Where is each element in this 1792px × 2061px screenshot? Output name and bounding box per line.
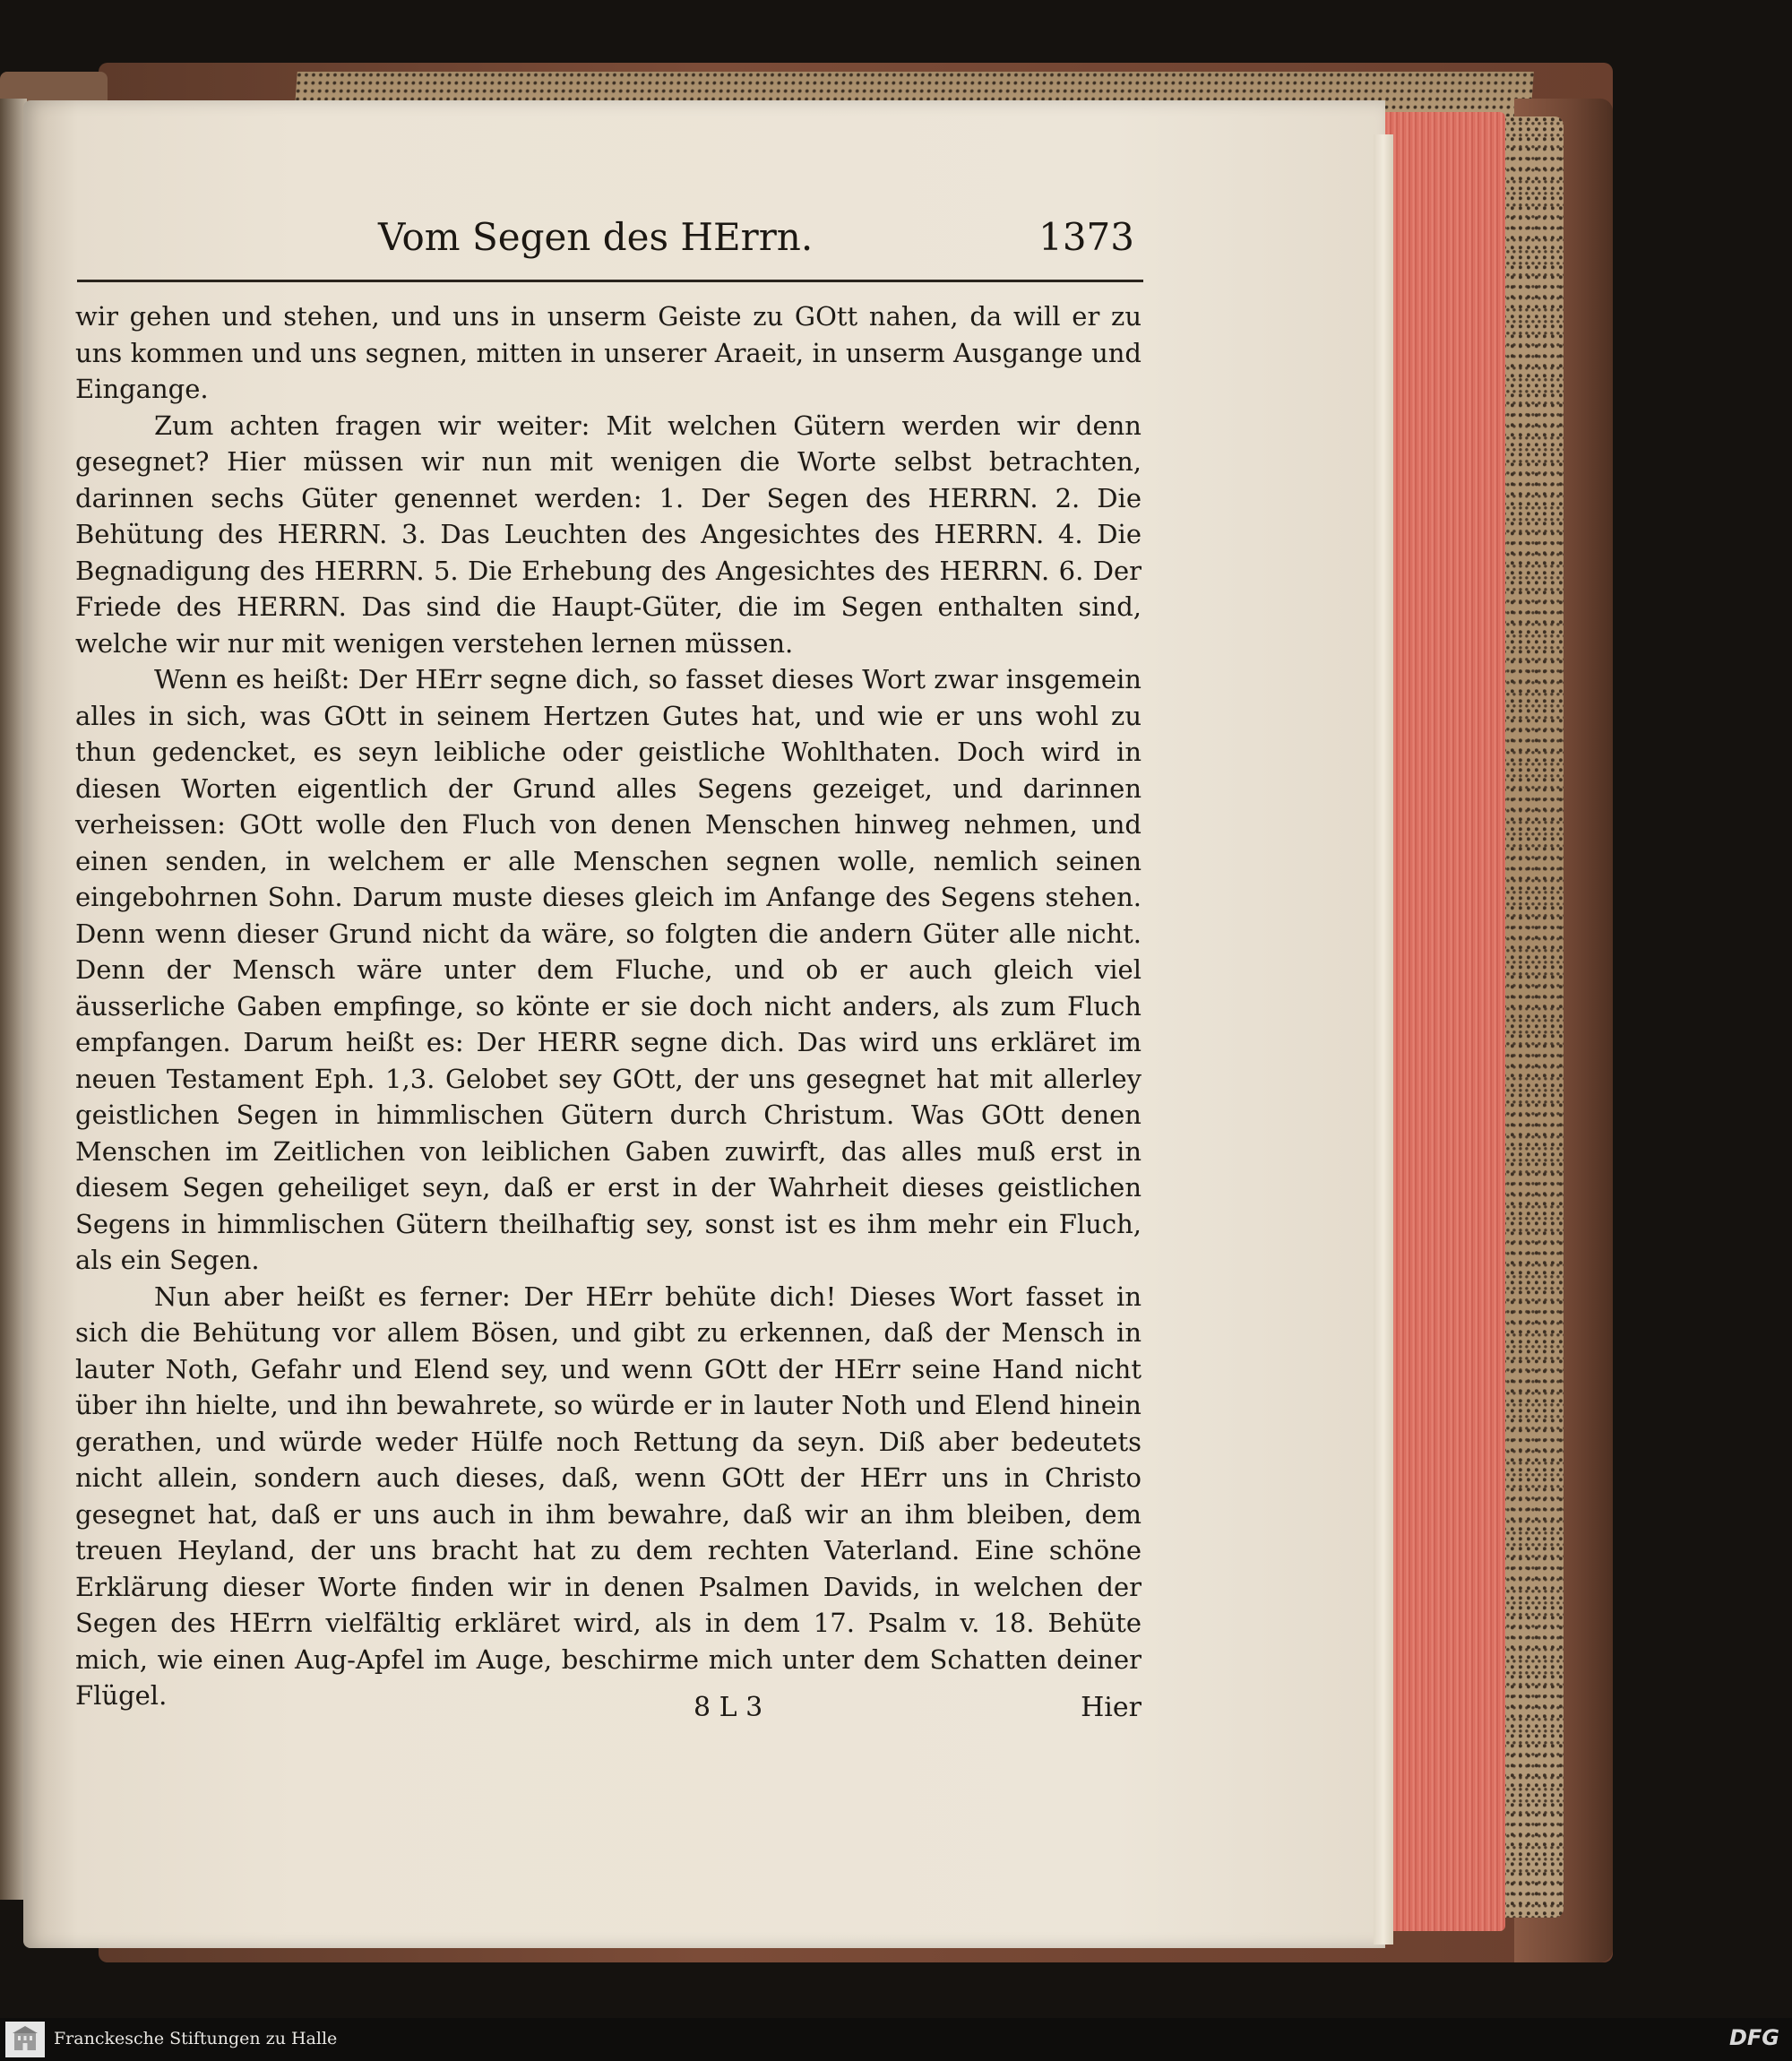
page-fore-edge: [1374, 134, 1393, 1945]
francke-foundations-logo-icon: [5, 2022, 45, 2057]
paragraph: wir gehen und stehen, und uns in unserm Geiste zu GOtt nahen, da will er zu uns kommen und uns segnen, mitten in unserer Araeit, in unserm Ausgange und Eingange.: [75, 301, 1142, 404]
institution-name: Franckesche Stiftungen zu Halle: [54, 2029, 338, 2048]
signature-mark: 8 L 3: [694, 1692, 763, 1723]
paragraph: Nun aber heißt es ferner: Der HErr behüte dich! Dieses Wort fasset in sich die Behütung vor allem Bösen, und gibt zu erkennen, daß der Mensch in lauter Noth, Gefahr und Elend sey, und wenn GOtt der HErr seine Hand nicht über ihn hielte, und ihn bewahrete, so würde er in lauter Noth und Elend hinein gerathen, und würde weder Hülfe noch Rettung da seyn. Diß aber bedeutets nicht allein, sondern auch dieses, daß, wenn GOtt der HErr uns in Christo gesegnet hat, daß er uns auch in ihm bewahre, daß wir an ihm bleiben, dem treuen Heyland, der uns bracht hat zu dem rechten Vaterland. Eine schöne Erklärung dieser Worte finden wir in denen Psalmen Davids, in welchen der Segen des HErrn vielfältig erkläret wird, als in dem 17. Psalm v. 18. Behüte mich, wie einen Aug-Apfel im Auge, beschirme mich unter dem Schatten deiner Flügel.: [75, 1281, 1142, 1711]
viewer-footer-bar: [0, 2018, 1792, 2061]
running-title: Vom Segen des HErrn.: [378, 215, 814, 259]
catchword: Hier: [1081, 1692, 1142, 1723]
page-footer: [75, 1692, 1142, 1729]
page-header: [77, 215, 1143, 282]
page-number: 1373: [1038, 215, 1134, 259]
red-page-edges: [1380, 112, 1505, 1931]
paragraph: Zum achten fragen wir weiter: Mit welchen Gütern werden wir denn gesegnet? Hier müssen wir nun mit wenigen die Worte selbst betrachten, darinnen sechs Güter genennet werden: 1. Der Segen des HERRN. 2. Die Behütung des HERRN. 3. Das Leuchten des Angesichtes des HERRN. 4. Die Begnadigung des HERRN. 5. Die Erhebung des Angesichtes des HERRN. 6. Der Friede des HERRN. Das sind die Haupt-Güter, die im Segen enthalten sind, welche wir nur mit wenigen verstehen lernen müssen.: [75, 410, 1142, 659]
page-body: [75, 298, 1142, 1714]
paragraph: Wenn es heißt: Der HErr segne dich, so fasset dieses Wort zwar insgemein alles in sich, was GOtt in seinem Hertzen Gutes hat, und wie er uns wohl zu thun gedencket, es seyn leibliche oder geistliche Wohlthaten. Doch wird in diesen Worten eigentlich der Grund alles Segens gezeiget, und darinnen verheissen: GOtt wolle den Fluch von denen Menschen hinweg nehmen, und einen senden, in welchem er alle Menschen segnen wolle, nemlich seinen eingebohrnen Sohn. Darum muste dieses gleich im Anfange des Segens stehen. Denn wenn dieser Grund nicht da wäre, so folgten die andern Güter alle nicht. Denn der Mensch wäre unter dem Fluche, und ob er auch gleich viel äusserliche Gaben empfinge, so könte er sie doch nicht anders, als zum Fluch empfangen. Darum heißt es: Der HERR segne dich. Das wird uns erkläret im neuen Testament Eph. 1,3. Gelobet sey GOtt, der uns gesegnet hat mit allerley geistlichen Segen in himmlischen Gütern durch Christum. Was GOtt denen Menschen im Zeitlichen von leiblichen Gaben zuwirft, das alles muß erst in diesem Segen geheiliget seyn, daß er erst in der Wahrheit dieses geistlichen Segens in himmlischen Gütern theilhaftig sey, sonst ist es ihm mehr ein Fluch, als ein Segen.: [75, 664, 1142, 1275]
dfg-logo: DFG: [1728, 2025, 1779, 2050]
header-rule: [77, 280, 1143, 282]
